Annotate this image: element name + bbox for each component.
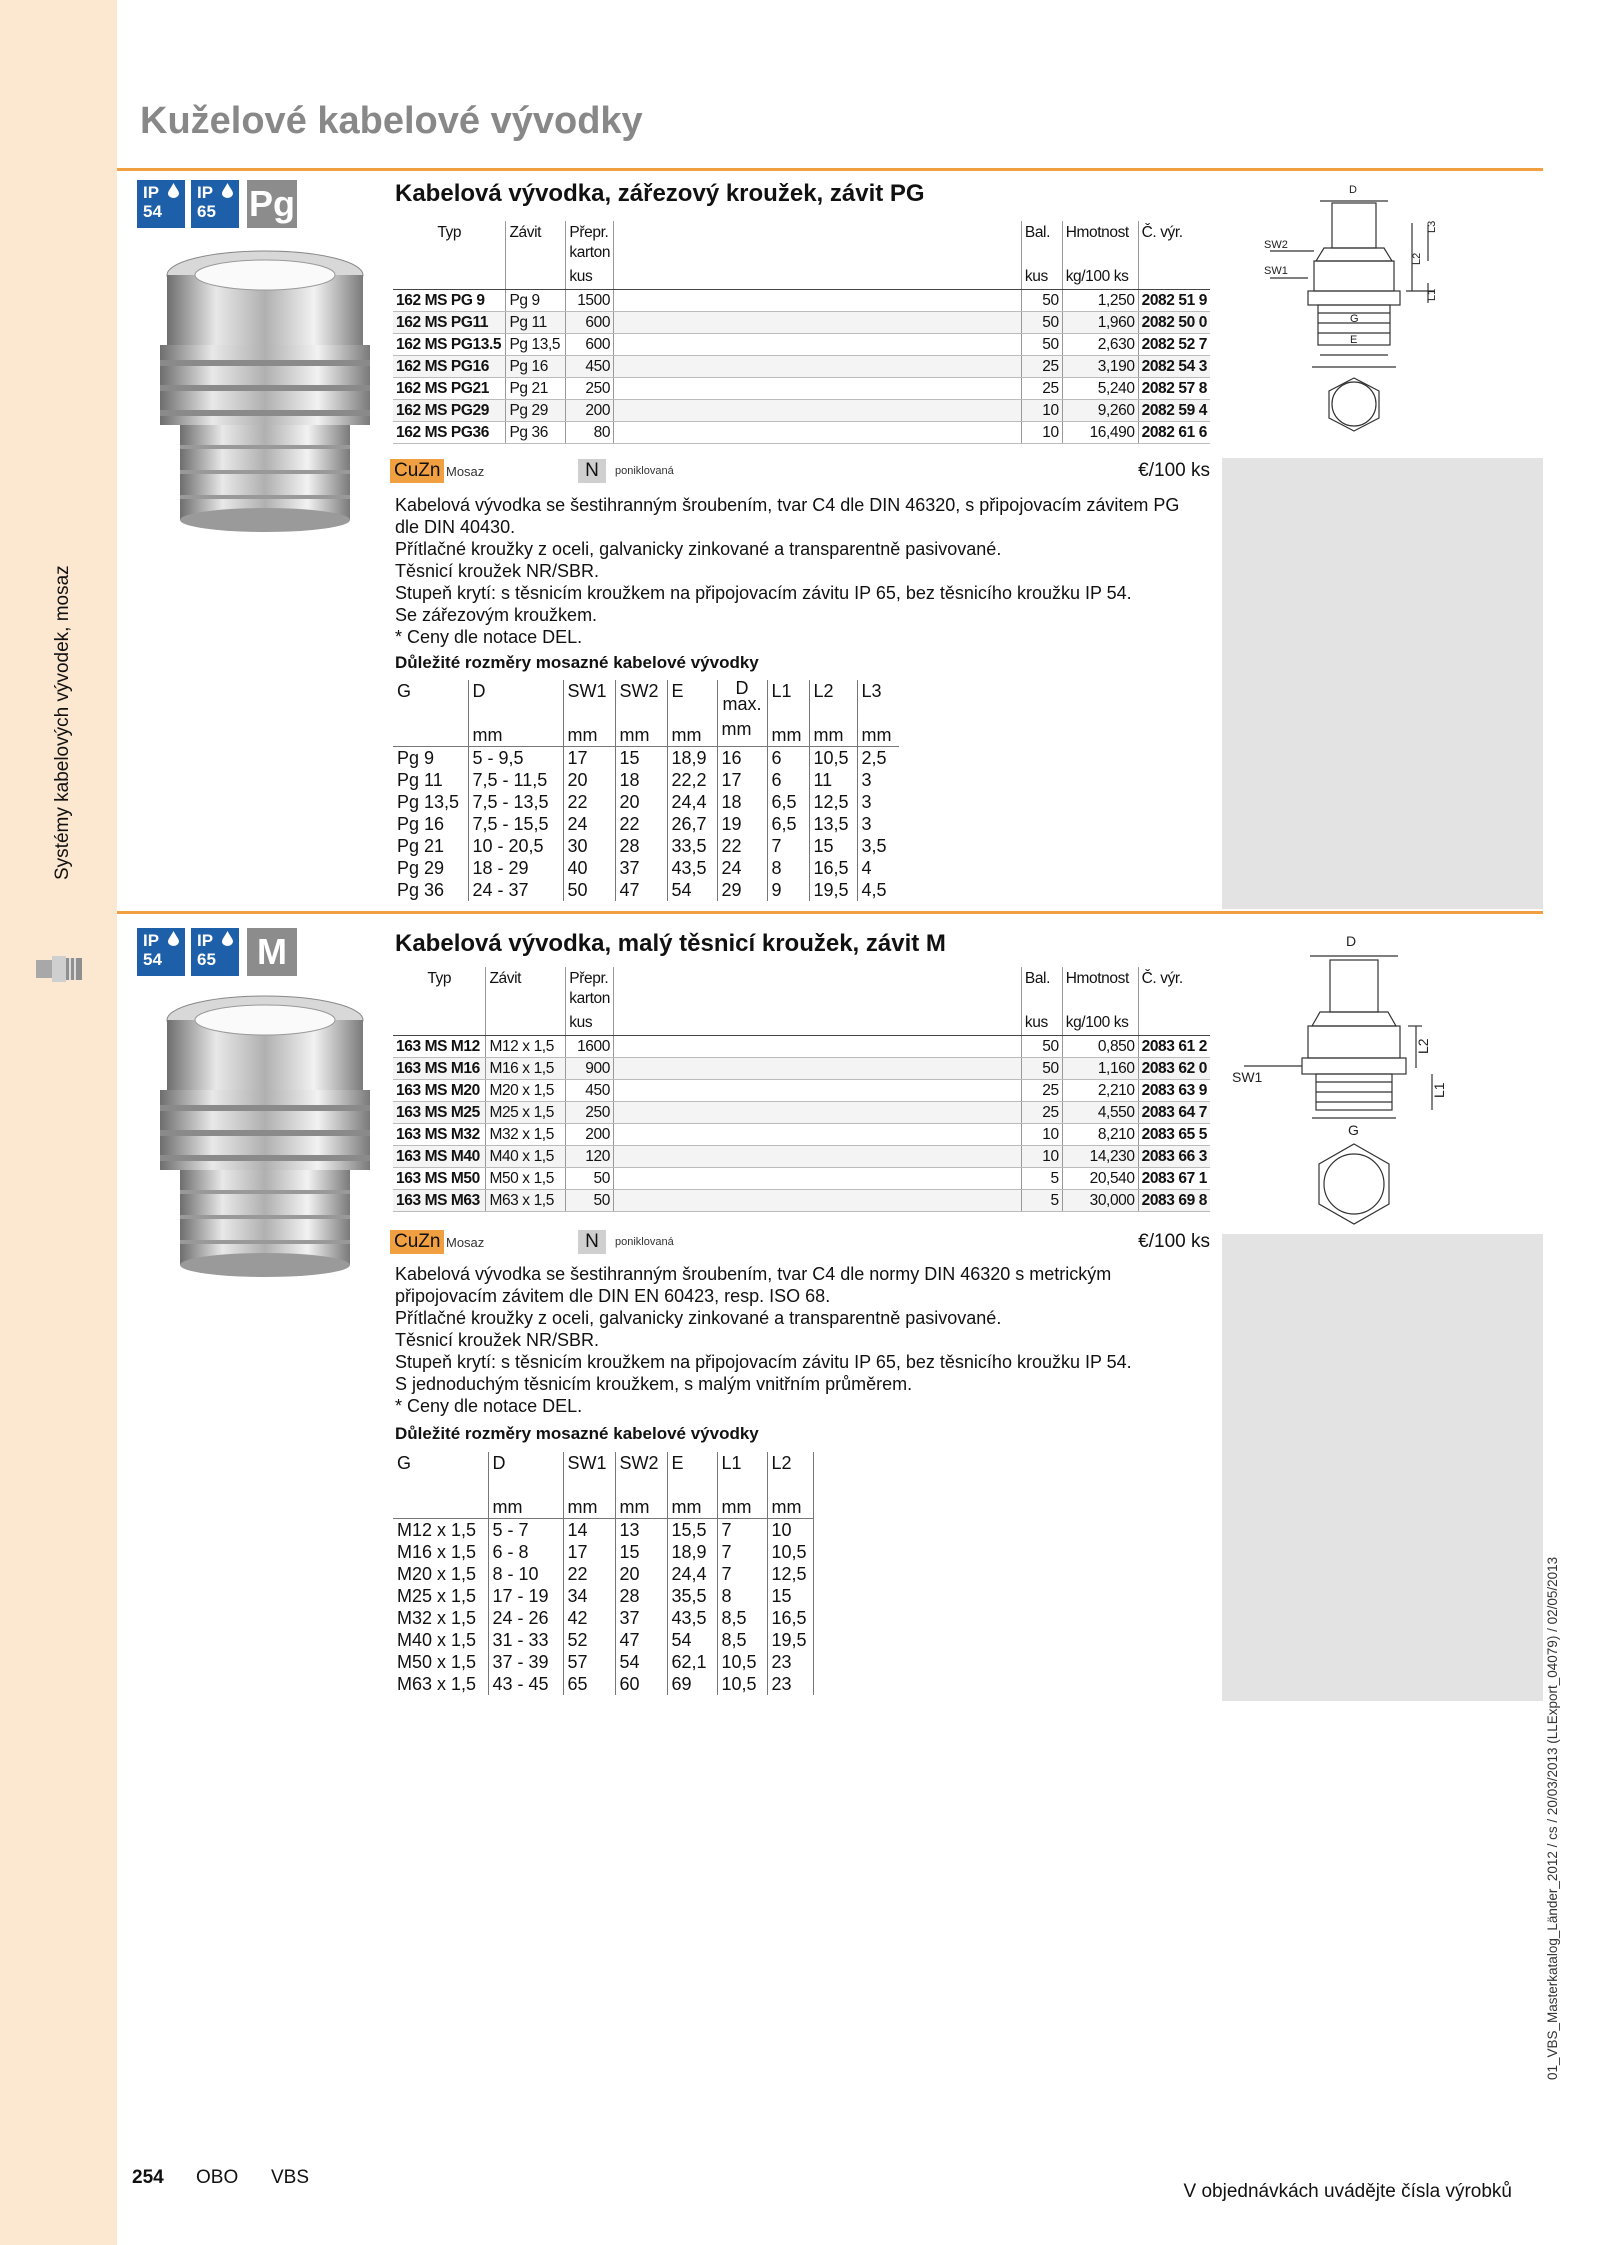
table-row: Pg 36 24 - 37 50 47 54 29 9 19,5 4,5 bbox=[393, 879, 899, 901]
ip65-badge: IP 65 bbox=[191, 928, 239, 976]
section2-dim-title: Důležité rozměry mosazné kabelové vývodky bbox=[395, 1424, 759, 1443]
table-row: M50 x 1,5 37 - 39 57 54 62,1 10,5 23 bbox=[393, 1651, 813, 1673]
section1-badges bbox=[137, 180, 297, 228]
side-label: Systémy kabelových vývodek, mosaz bbox=[52, 565, 73, 880]
section1-dimension-drawing bbox=[1222, 173, 1543, 458]
svg-text:L2: L2 bbox=[1411, 252, 1423, 265]
finish-label: poniklovaná bbox=[615, 465, 674, 477]
section2-material-row bbox=[390, 1230, 1210, 1256]
section2-product-table bbox=[393, 967, 1210, 1212]
col-hmotnost: Hmotnost kg/100 ks bbox=[1062, 967, 1138, 1036]
material-code: CuZn bbox=[390, 459, 444, 483]
table-row: M12 x 1,5 5 - 7 14 13 15,5 7 10 bbox=[393, 1519, 813, 1542]
page-number: 254 bbox=[132, 2167, 164, 2188]
section-divider bbox=[117, 168, 1543, 171]
section2-description: Kabelová vývodka se šestihranným šroubením, tvar C4 dle normy DIN 46320 s metrickým připojovacím závitem dle DIN EN 60423, resp. ISO 68. Přítlačné kroužky z oceli, galvanicky zinkované a transparentně pasivované. Těsnicí kroužek NR/SBR. Stupeň krytí: s těsnicím kroužkem na připojovacím závitu IP 65, bez těsnicího kroužku IP 54. S jednoduchým těsnicím kroužkem, s malým vnitřním průměrem. * Ceny dle notace DEL. bbox=[395, 1264, 1132, 1416]
svg-text:L3: L3 bbox=[1426, 220, 1438, 233]
col-bal: Bal. kus bbox=[1021, 221, 1062, 290]
col-hmotnost: Hmotnost kg/100 ks bbox=[1062, 221, 1138, 290]
ip54-badge: IP 54 bbox=[137, 928, 185, 976]
svg-text:D: D bbox=[1349, 184, 1357, 196]
thread-type-badge: Pg bbox=[247, 180, 297, 228]
col-blank bbox=[614, 221, 1022, 290]
material-code: CuZn bbox=[390, 1230, 444, 1254]
material-label: Mosaz bbox=[446, 464, 485, 479]
svg-text:SW1: SW1 bbox=[1232, 1069, 1263, 1085]
section1-description: Kabelová vývodka se šestihranným šroubením, tvar C4 dle DIN 46320, s připojovacím závitem PG dle DIN 40430. Přítlačné kroužky z oceli, galvanicky zinkované a transparentně pasivované. Těsnicí kroužek NR/SBR. Stupeň krytí: s těsnicím kroužkem na připojovacím závitu IP 65, bez těsnicího kroužku IP 54. Se zářezovým kroužkem. * Ceny dle notace DEL. bbox=[395, 495, 1180, 647]
water-drop-icon bbox=[168, 931, 179, 946]
col-cvyr: Č. výr. bbox=[1138, 221, 1210, 290]
cable-gland-photo bbox=[150, 990, 380, 1280]
finish-label: poniklovaná bbox=[615, 1236, 674, 1248]
page-title: Kuželové kabelové vývodky bbox=[140, 100, 643, 142]
price-unit: €/100 ks bbox=[1138, 460, 1210, 481]
table-row: 162 MS PG21 Pg 21 250 25 5,240 2082 57 8 bbox=[393, 378, 1210, 400]
table-row: 163 MS M32 M32 x 1,5 200 10 8,210 2083 65 5 bbox=[393, 1124, 1210, 1146]
table-row: 163 MS M40 M40 x 1,5 120 10 14,230 2083 66 3 bbox=[393, 1146, 1210, 1168]
svg-text:L2: L2 bbox=[1415, 1038, 1431, 1054]
footer-note: V objednávkách uvádějte čísla výrobků bbox=[1183, 2181, 1512, 2202]
col-zavit: Závit bbox=[506, 221, 566, 290]
section2-dimension-drawing bbox=[1222, 916, 1543, 1234]
table-row: Pg 16 7,5 - 15,5 24 22 26,7 19 6,5 13,5 3 bbox=[393, 813, 899, 835]
water-drop-icon bbox=[222, 931, 233, 946]
svg-text:D: D bbox=[1346, 933, 1357, 949]
document-code: 01_VBS_Masterkatalog_Länder_2012 / cs / 20/03/2013 (LLExport_04079) / 02/05/2013 bbox=[1545, 1556, 1560, 2080]
table-row: 163 MS M12 M12 x 1,5 1600 50 0,850 2083 61 2 bbox=[393, 1036, 1210, 1058]
gland-thumbnail-icon bbox=[34, 952, 86, 986]
svg-text:G: G bbox=[1350, 313, 1359, 325]
col-typ: Typ bbox=[393, 221, 506, 290]
water-drop-icon bbox=[222, 183, 233, 198]
section-divider bbox=[117, 911, 1543, 914]
cable-gland-photo bbox=[150, 245, 380, 535]
table-row: Pg 29 18 - 29 40 37 43,5 24 8 16,5 4 bbox=[393, 857, 899, 879]
water-drop-icon bbox=[168, 183, 179, 198]
price-unit: €/100 ks bbox=[1138, 1231, 1210, 1252]
table-row: Pg 9 5 - 9,5 17 15 18,9 16 6 10,5 2,5 bbox=[393, 747, 899, 770]
table-row: M32 x 1,5 24 - 26 42 37 43,5 8,5 16,5 bbox=[393, 1607, 813, 1629]
table-row: 162 MS PG16 Pg 16 450 25 3,190 2082 54 3 bbox=[393, 356, 1210, 378]
col-blank bbox=[613, 967, 1021, 1036]
finish-code: N bbox=[578, 459, 606, 483]
col-bal: Bal. kus bbox=[1021, 967, 1062, 1036]
section2-title: Kabelová vývodka, malý těsnicí kroužek, závit M bbox=[395, 930, 946, 957]
ip54-badge: IP 54 bbox=[137, 180, 185, 228]
table-row: 162 MS PG 9 Pg 9 1500 50 1,250 2082 51 9 bbox=[393, 290, 1210, 312]
footer-catalog: VBS bbox=[271, 2167, 310, 2188]
table-row: M40 x 1,5 31 - 33 52 47 54 8,5 19,5 bbox=[393, 1629, 813, 1651]
ip65-badge: IP 65 bbox=[191, 180, 239, 228]
section1-dimension-table: G D mm SW1 mm SW2 mm E mm D max. mm L1 mm L2 mm L3 mm Pg 9 5 - 9,5 17 15 18,9 16 6 10,5 2,5 Pg 11 7,5 - 11,5 20 18 22,2 17 6 11 3 Pg 13,5 7,5 - 13,5 22 20 24,4 18 6,5 12,5 3 Pg 16 7,5 - 15,5 24 22 26,7 19 6,5 13,5 3 Pg 21 10 - 20,5 30 28 33,5 22 7 15 3,5 Pg 29 18 - 29 40 37 43,5 24 8 16,5 4 Pg 36 24 - 37 50 47 54 29 9 19,5 4,5 bbox=[393, 680, 899, 901]
svg-text:SW1: SW1 bbox=[1264, 265, 1288, 277]
col-typ: Typ bbox=[393, 967, 486, 1036]
table-row: 162 MS PG36 Pg 36 80 10 16,490 2082 61 6 bbox=[393, 422, 1210, 444]
table-row: M63 x 1,5 43 - 45 65 60 69 10,5 23 bbox=[393, 1673, 813, 1695]
section2-dimension-table: G D mm SW1 mm SW2 mm E mm L1 mm L2 mm M12 x 1,5 5 - 7 14 13 15,5 7 10 M16 x 1,5 6 - 8 17 15 18,9 7 10,5 M20 x 1,5 8 - 10 22 20 24,4 7 12,5 M25 x 1,5 17 - 19 34 28 35,5 8 15 M32 x 1,5 24 - 26 42 37 43,5 8,5 16,5 M40 x 1,5 31 - 33 52 47 54 8,5 19,5 M50 x 1,5 37 - 39 57 54 62,1 10,5 23 M63 x 1,5 43 - 45 65 60 69 10,5 23 bbox=[393, 1452, 814, 1695]
table-row: M20 x 1,5 8 - 10 22 20 24,4 7 12,5 bbox=[393, 1563, 813, 1585]
table-row: 162 MS PG11 Pg 11 600 50 1,960 2082 50 0 bbox=[393, 312, 1210, 334]
section1-material-row bbox=[390, 459, 1210, 485]
table-row: 162 MS PG29 Pg 29 200 10 9,260 2082 59 4 bbox=[393, 400, 1210, 422]
table-row: M25 x 1,5 17 - 19 34 28 35,5 8 15 bbox=[393, 1585, 813, 1607]
col-prepr: Přepr. karton kus bbox=[566, 221, 614, 290]
col-prepr: Přepr. karton kus bbox=[566, 967, 614, 1036]
thread-type-badge: M bbox=[247, 928, 297, 976]
col-zavit: Závit bbox=[486, 967, 566, 1036]
table-row: 163 MS M25 M25 x 1,5 250 25 4,550 2083 64 7 bbox=[393, 1102, 1210, 1124]
footer-brand: OBO bbox=[196, 2167, 239, 2188]
table-row: Pg 13,5 7,5 - 13,5 22 20 24,4 18 6,5 12,5 3 bbox=[393, 791, 899, 813]
table-row: 163 MS M16 M16 x 1,5 900 50 1,160 2083 62 0 bbox=[393, 1058, 1210, 1080]
material-label: Mosaz bbox=[446, 1235, 485, 1250]
svg-text:G: G bbox=[1348, 1122, 1359, 1138]
section1-title: Kabelová vývodka, zářezový kroužek, závit PG bbox=[395, 180, 925, 207]
svg-text:E: E bbox=[1350, 334, 1358, 346]
table-row: 163 MS M20 M20 x 1,5 450 25 2,210 2083 63 9 bbox=[393, 1080, 1210, 1102]
col-cvyr: Č. výr. bbox=[1138, 967, 1210, 1036]
table-row: Pg 11 7,5 - 11,5 20 18 22,2 17 6 11 3 bbox=[393, 769, 899, 791]
left-margin-bar bbox=[0, 0, 117, 2245]
table-row: 163 MS M63 M63 x 1,5 50 5 30,000 2083 69 8 bbox=[393, 1190, 1210, 1212]
table-row: 163 MS M50 M50 x 1,5 50 5 20,540 2083 67 1 bbox=[393, 1168, 1210, 1190]
table-row: M16 x 1,5 6 - 8 17 15 18,9 7 10,5 bbox=[393, 1541, 813, 1563]
finish-code: N bbox=[578, 1230, 606, 1254]
table-row: Pg 21 10 - 20,5 30 28 33,5 22 7 15 3,5 bbox=[393, 835, 899, 857]
section2-badges bbox=[137, 928, 297, 976]
svg-text:L1: L1 bbox=[1431, 1082, 1447, 1098]
section1-product-table bbox=[393, 221, 1210, 444]
section1-dim-title: Důležité rozměry mosazné kabelové vývodky bbox=[395, 653, 759, 672]
svg-text:SW2: SW2 bbox=[1264, 239, 1288, 251]
table-row: 162 MS PG13.5 Pg 13,5 600 50 2,630 2082 52 7 bbox=[393, 334, 1210, 356]
svg-text:L1: L1 bbox=[1426, 288, 1438, 301]
